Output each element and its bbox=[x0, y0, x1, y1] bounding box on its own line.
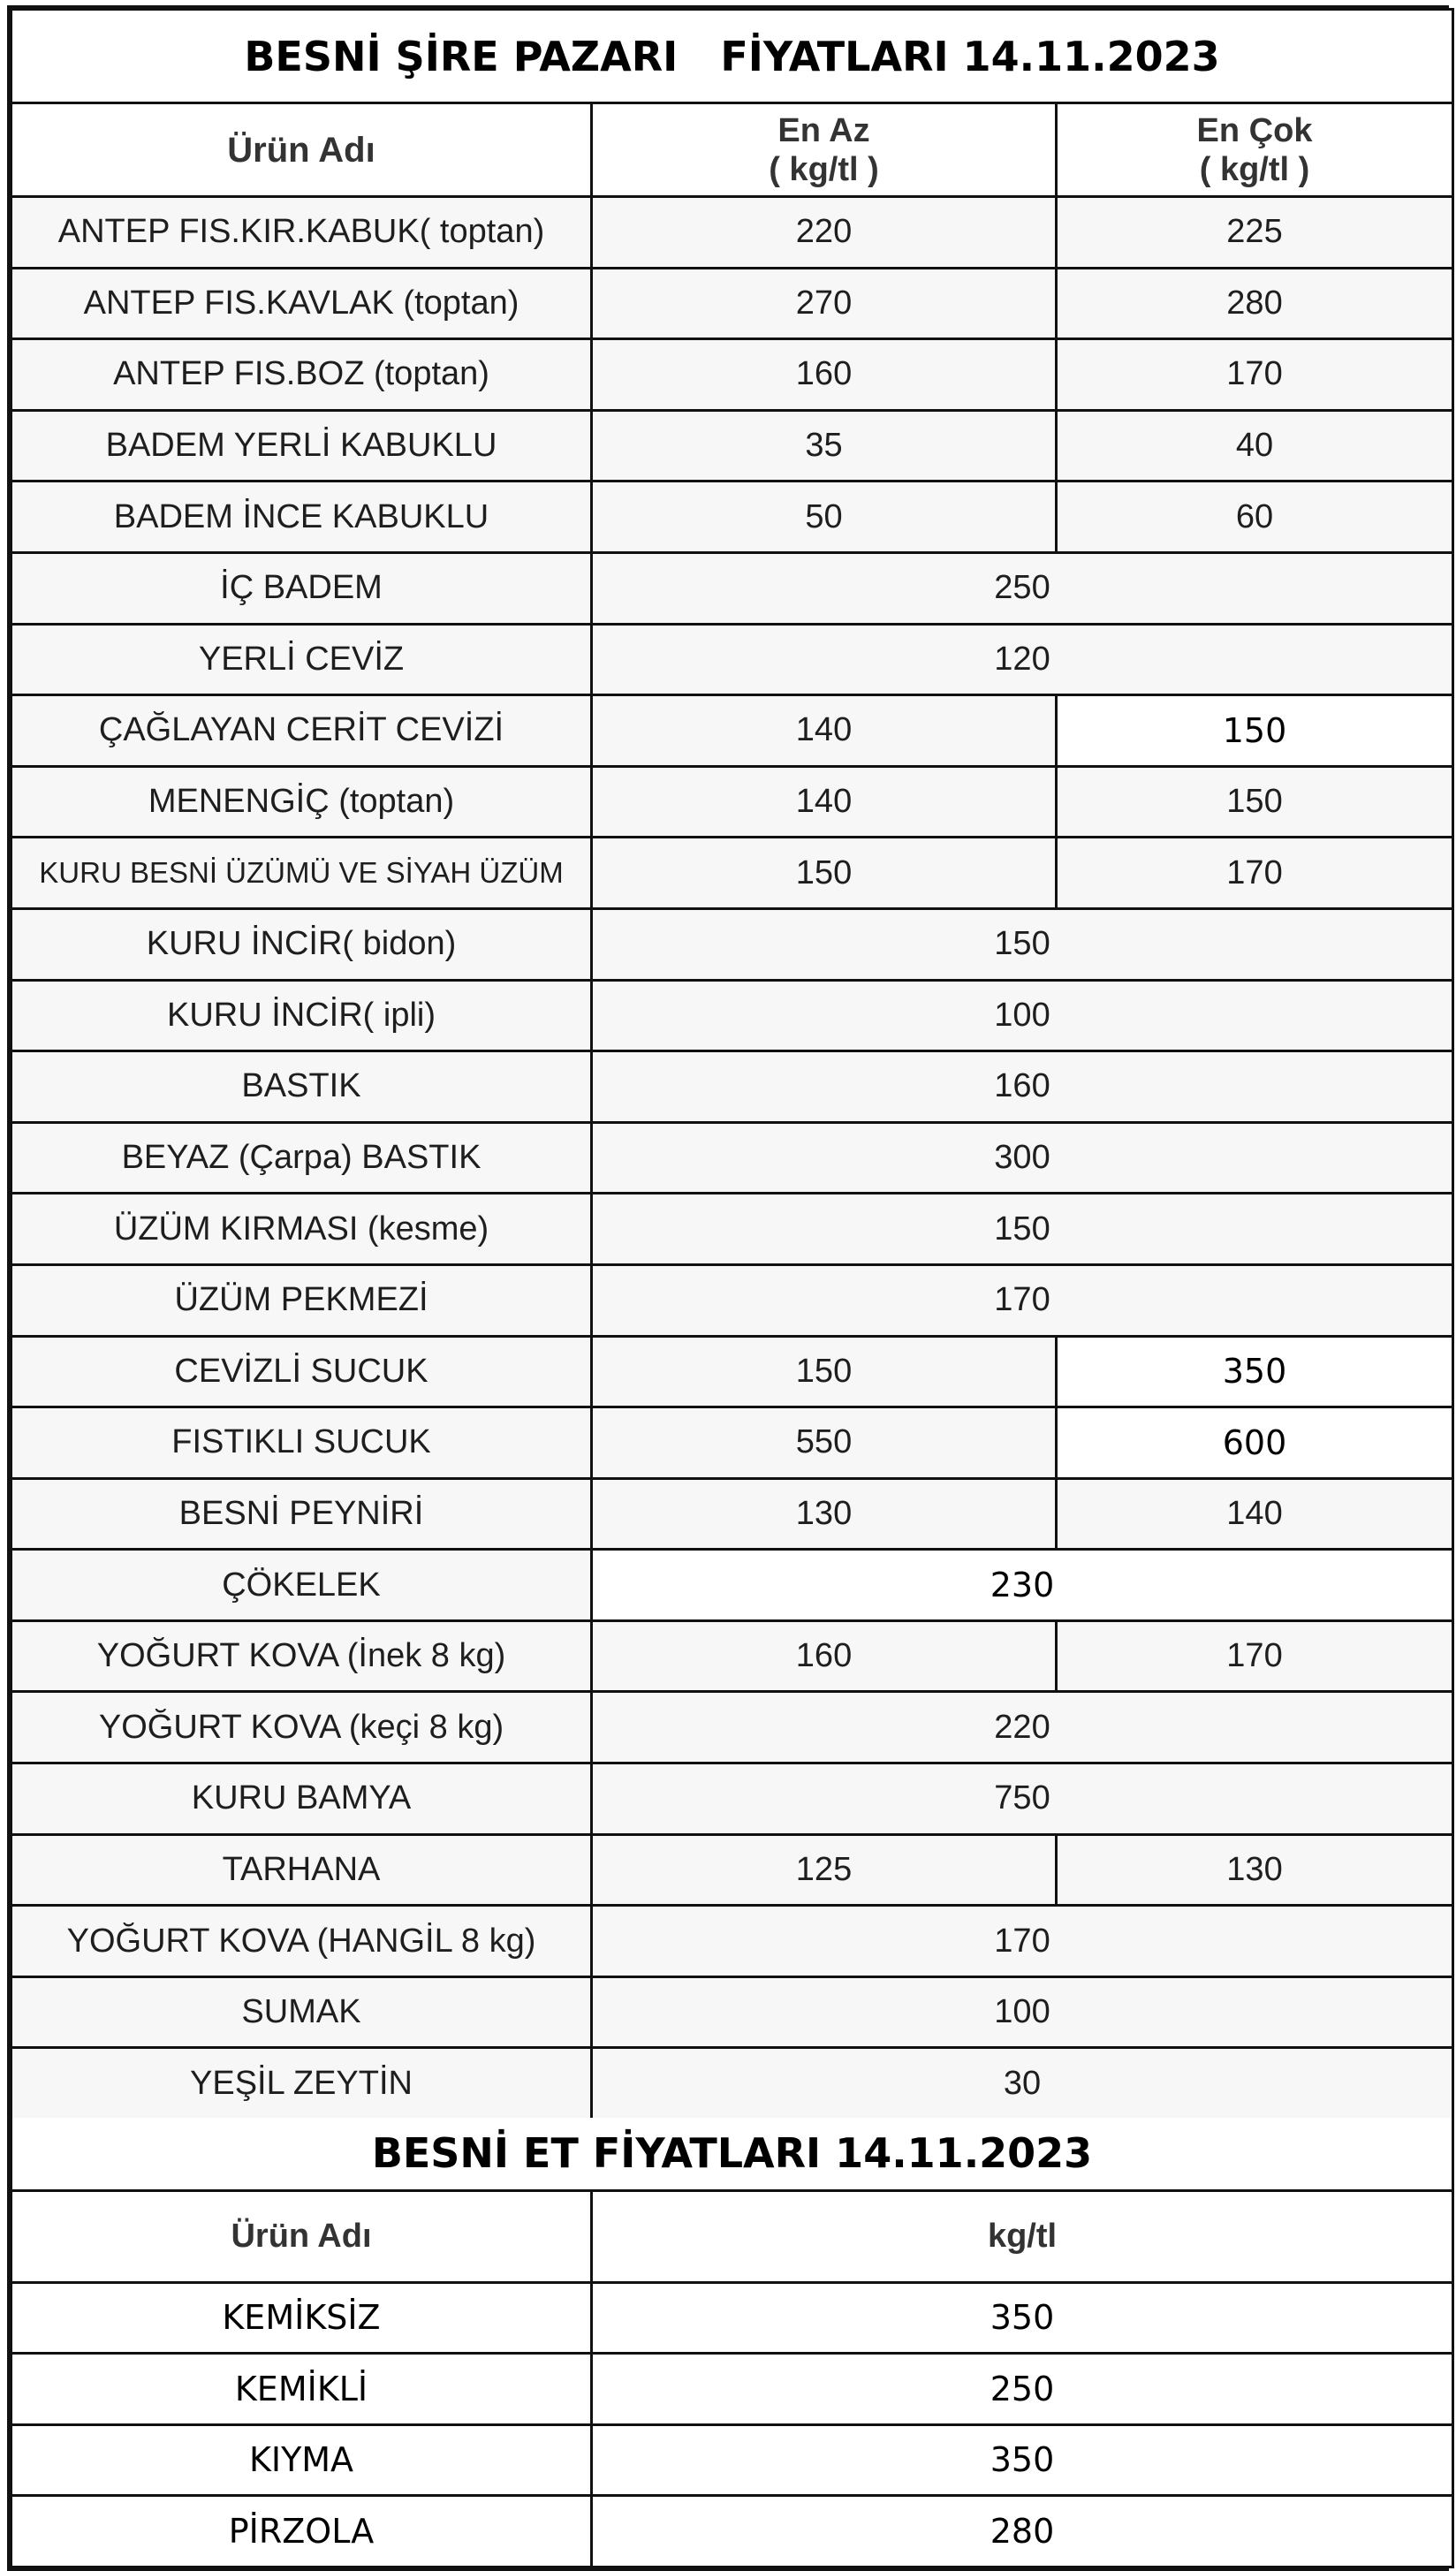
price: 250 bbox=[592, 2354, 1453, 2425]
single-price: 100 bbox=[592, 1976, 1453, 2048]
max-price: 150 bbox=[1057, 695, 1453, 767]
max-price: 350 bbox=[1057, 1336, 1453, 1407]
min-price: 160 bbox=[592, 1620, 1057, 1692]
table-row bbox=[11, 1407, 1453, 1479]
single-price: 300 bbox=[592, 1122, 1453, 1194]
table-row bbox=[11, 1122, 1453, 1194]
product-name: CEVİZLİ SUCUK bbox=[11, 1336, 592, 1407]
min-price: 125 bbox=[592, 1834, 1057, 1906]
product-name: PİRZOLA bbox=[11, 2496, 592, 2567]
table-row bbox=[11, 908, 1453, 980]
product-name: ÇÖKELEK bbox=[11, 1550, 592, 1621]
product-name: YOĞURT KOVA (keçi 8 kg) bbox=[11, 1692, 592, 1763]
table-row bbox=[11, 1051, 1453, 1123]
single-price: 100 bbox=[592, 980, 1453, 1051]
max-price: 280 bbox=[1057, 268, 1453, 339]
table-row bbox=[11, 2424, 1453, 2496]
max-price: 170 bbox=[1057, 1620, 1453, 1692]
table-row bbox=[11, 1478, 1453, 1550]
single-price: 170 bbox=[592, 1264, 1453, 1336]
min-price: 220 bbox=[592, 197, 1057, 269]
table-row bbox=[11, 197, 1453, 269]
product-name: YOĞURT KOVA (İnek 8 kg) bbox=[11, 1620, 592, 1692]
single-price: 250 bbox=[592, 552, 1453, 624]
product-name: KURU BESNİ ÜZÜMÜ VE SİYAH ÜZÜM bbox=[11, 838, 592, 909]
product-name: KURU İNCİR( ipli) bbox=[11, 980, 592, 1051]
meat-table-header-row bbox=[11, 2190, 1453, 2282]
min-price: 150 bbox=[592, 1336, 1057, 1407]
table-row bbox=[11, 1834, 1453, 1906]
table-row bbox=[11, 482, 1453, 553]
min-price: 270 bbox=[592, 268, 1057, 339]
table-row bbox=[11, 339, 1453, 411]
table-row bbox=[11, 1550, 1453, 1621]
product-name: ÜZÜM KIRMASI (kesme) bbox=[11, 1194, 592, 1265]
table-row bbox=[11, 838, 1453, 909]
product-name: KEMİKSİZ bbox=[11, 2282, 592, 2354]
table-row bbox=[11, 695, 1453, 767]
table-row bbox=[11, 410, 1453, 482]
product-name: BESNİ PEYNİRİ bbox=[11, 1478, 592, 1550]
price-sheet bbox=[7, 5, 1449, 2571]
product-name: İÇ BADEM bbox=[11, 552, 592, 624]
max-price: 600 bbox=[1057, 1407, 1453, 1479]
product-name: KIYMA bbox=[11, 2424, 592, 2496]
min-price: 50 bbox=[592, 482, 1057, 553]
product-name: SUMAK bbox=[11, 1976, 592, 2048]
product-name: KEMİKLİ bbox=[11, 2354, 592, 2425]
product-name: FISTIKLI SUCUK bbox=[11, 1407, 592, 1479]
min-price: 130 bbox=[592, 1478, 1057, 1550]
single-price: 750 bbox=[592, 1763, 1453, 1835]
single-price: 220 bbox=[592, 1692, 1453, 1763]
table-row bbox=[11, 2282, 1453, 2354]
table-row bbox=[11, 2496, 1453, 2567]
min-price: 160 bbox=[592, 339, 1057, 411]
table-row bbox=[11, 552, 1453, 624]
meat-price-table bbox=[10, 2118, 1454, 2568]
table-row bbox=[11, 1763, 1453, 1835]
max-price: 140 bbox=[1057, 1478, 1453, 1550]
table-row bbox=[11, 2354, 1453, 2425]
product-name: BASTIK bbox=[11, 1051, 592, 1123]
max-price: 40 bbox=[1057, 410, 1453, 482]
table-row bbox=[11, 1264, 1453, 1336]
single-price: 30 bbox=[592, 2048, 1453, 2120]
product-name: BADEM YERLİ KABUKLU bbox=[11, 410, 592, 482]
single-price: 150 bbox=[592, 1194, 1453, 1265]
table-row bbox=[11, 268, 1453, 339]
single-price: 150 bbox=[592, 908, 1453, 980]
max-price: 60 bbox=[1057, 482, 1453, 553]
min-price: 550 bbox=[592, 1407, 1057, 1479]
product-name: ANTEP FIS.KAVLAK (toptan) bbox=[11, 268, 592, 339]
header-product-name: Ürün Adı bbox=[11, 103, 592, 197]
header-product-name: Ürün Adı bbox=[11, 2190, 592, 2282]
header-max-line2: ( kg/tl ) bbox=[1199, 150, 1310, 188]
table-row bbox=[11, 980, 1453, 1051]
header-max-line1: En Çok bbox=[1196, 111, 1313, 149]
table-row bbox=[11, 1620, 1453, 1692]
min-price: 150 bbox=[592, 838, 1057, 909]
product-name: YEŞİL ZEYTİN bbox=[11, 2048, 592, 2120]
table-row bbox=[11, 766, 1453, 838]
header-max-price bbox=[1057, 103, 1453, 197]
header-min-line2: ( kg/tl ) bbox=[769, 150, 879, 188]
price: 280 bbox=[592, 2496, 1453, 2567]
header-min-price bbox=[592, 103, 1057, 197]
product-name: ÜZÜM PEKMEZİ bbox=[11, 1264, 592, 1336]
min-price: 140 bbox=[592, 766, 1057, 838]
table-row bbox=[11, 1194, 1453, 1265]
table-row bbox=[11, 2048, 1453, 2120]
table-row bbox=[11, 1336, 1453, 1407]
min-price: 35 bbox=[592, 410, 1057, 482]
product-name: MENENGİÇ (toptan) bbox=[11, 766, 592, 838]
max-price: 130 bbox=[1057, 1834, 1453, 1906]
market-table-header-row bbox=[11, 103, 1453, 197]
max-price: 225 bbox=[1057, 197, 1453, 269]
product-name: KURU BAMYA bbox=[11, 1763, 592, 1835]
header-price: kg/tl bbox=[592, 2190, 1453, 2282]
product-name: YERLİ CEVİZ bbox=[11, 624, 592, 695]
single-price: 160 bbox=[592, 1051, 1453, 1123]
table-row bbox=[11, 624, 1453, 695]
header-min-line1: En Az bbox=[777, 111, 870, 149]
table-row bbox=[11, 1906, 1453, 1977]
max-price: 170 bbox=[1057, 838, 1453, 909]
table-row bbox=[11, 1692, 1453, 1763]
meat-table-title: BESNİ ET FİYATLARI 14.11.2023 bbox=[11, 2118, 1453, 2190]
price: 350 bbox=[592, 2282, 1453, 2354]
max-price: 170 bbox=[1057, 339, 1453, 411]
product-name: KURU İNCİR( bidon) bbox=[11, 908, 592, 980]
single-price: 230 bbox=[592, 1550, 1453, 1621]
table-row bbox=[11, 1976, 1453, 2048]
product-name: ÇAĞLAYAN CERİT CEVİZİ bbox=[11, 695, 592, 767]
product-name: TARHANA bbox=[11, 1834, 592, 1906]
single-price: 120 bbox=[592, 624, 1453, 695]
market-table-title: BESNİ ŞİRE PAZARI FİYATLARI 14.11.2023 bbox=[11, 10, 1453, 103]
product-name: ANTEP FIS.KIR.KABUK( toptan) bbox=[11, 197, 592, 269]
max-price: 150 bbox=[1057, 766, 1453, 838]
product-name: BEYAZ (Çarpa) BASTIK bbox=[11, 1122, 592, 1194]
product-name: YOĞURT KOVA (HANGİL 8 kg) bbox=[11, 1906, 592, 1977]
single-price: 170 bbox=[592, 1906, 1453, 1977]
product-name: BADEM İNCE KABUKLU bbox=[11, 482, 592, 553]
market-price-table bbox=[10, 8, 1454, 2120]
price: 350 bbox=[592, 2424, 1453, 2496]
product-name: ANTEP FIS.BOZ (toptan) bbox=[11, 339, 592, 411]
min-price: 140 bbox=[592, 695, 1057, 767]
